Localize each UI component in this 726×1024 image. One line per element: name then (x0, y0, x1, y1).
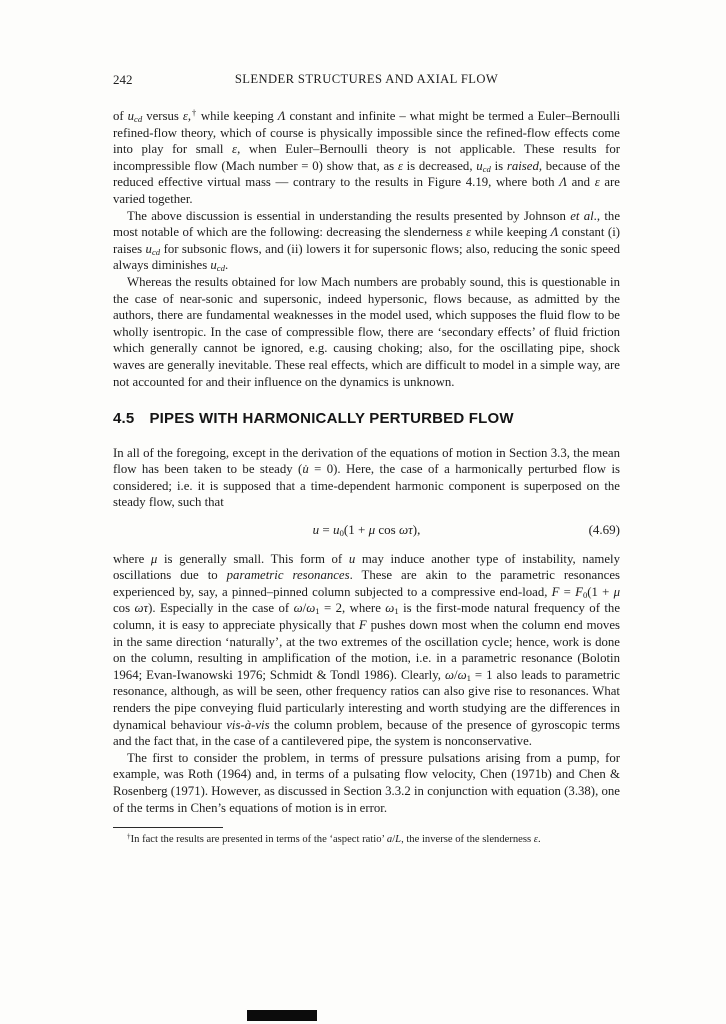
equation-row (113, 522, 620, 539)
equation-number: (4.69) (588, 522, 620, 538)
scan-artifact-bar (247, 1010, 317, 1021)
paragraph-2: The above discussion is essential in understanding the results presented by Johnson et al., the most notable of which are the following: decreasing the slenderness ε while keeping Λ constant (i) raises $u_{cd}$ for subsonic flows, and (ii) lowers it for supersonic flows; also, reducing the sonic speed always diminishes $u_{cd}$. (113, 208, 621, 274)
paragraph-1: of $u_{cd}$ versus ε,† while keeping Λ constant and infinite – what might be termed a Euler–Bernoulli refined-flow theory, which of course is physically impossible since the refined-flow effects come into play for small ε, when Euler–Bernoulli theory is not applicable. These results for incompressible flow (Mach number = 0) show that, as ε is decreased, $u_{cd}$ is raised, because of the reduced effective virtual mass — contrary to the results in Figure 4.19, where both Λ and ε are varied together. (113, 107, 620, 206)
paragraph-6: The first to consider the problem, in terms of pressure pulsations arising from a pump, for example, was Roth (1964) and, in terms of a pulsating flow velocity, Chen (1971b) and Chen & Rosenberg (1971). However, as discussed in Section 3.3.2 in conjunction with equation (3.38), one of the terms in Chen’s equations of motion is in error. (113, 750, 620, 815)
page-header (113, 72, 620, 89)
footnote-text: †In fact the results are presented in terms of the ‘aspect ratio’ a/L, the inverse of the slenderness ε. (127, 832, 541, 846)
equation-body: $u = u_0(1 + \mu$ cos ωτ), (312, 522, 421, 538)
paragraph-5: where μ is generally small. This form of u may induce another type of instability, namely oscillations due to parametric resonances. These are akin to the parametric resonances experienced by, say, a pinned–pinned column subjected to a compressive end-load, $F = F_0(1 + \mu$ cos ωτ). Especially in the case of $\omega/\omega_1 = 2$, where $\omega_1$ is the first-mode natural frequency of the column, it is easy to appreciate physically that F pushes down most when the column end moves in the same direction ‘naturally’, at the two extremes of the oscillation cycle; hence, work is done on the column, resulting in amplification of the motion, i.e. in a parametric resonance (Bolotin 1964; Evan-Iwanowski 1976; Schmidt & Tondl 1986). Clearly, $\omega/\omega_1 = 1$ also leads to parametric resonance, although, as will be seen, other frequency ratios can also give rise to resonances. What renders the pipe conveying fluid particularly interesting and worth studying are the differences in dynamical behaviour vis-à-vis the column problem, because of the presence of gyroscopic terms and the fact that, in the case of a cantilevered pipe, the system is nonconservative. (113, 551, 621, 749)
section-title: PIPES WITH HARMONICALLY PERTURBED FLOW (149, 410, 514, 428)
paragraph-4: In all of the foregoing, except in the derivation of the equations of motion in Section 3.3, the mean flow has been taken to be steady (u̇ = 0). Here, the case of a harmonically perturbed flow is considered; i.e. it is supposed that a time-dependent harmonic component is superposed on the steady flow, such that (113, 445, 620, 510)
page-number: 242 (113, 72, 133, 87)
text-column (113, 72, 620, 846)
paragraph-3: Whereas the results obtained for low Mach numbers are probably sound, this is questionable in the case of near-sonic and supersonic, indeed hypersonic, flows because, as admitted by the authors, there are fundamental weaknesses in the model used, which supposes the fluid flow to be wholly isentropic. In the case of compressible flow, there are ‘secondary effects’ of fluid friction which generally cannot be ignored, e.g. causing choking; also, for the oscillating pipe, shock waves are generally inevitable. These real effects, which are difficult to model in a simple way, are not accounted for and their influence on the dynamics is unknown. (113, 274, 620, 389)
section-heading (113, 411, 620, 428)
running-title: SLENDER STRUCTURES AND AXIAL FLOW (234, 72, 499, 86)
footnote (113, 827, 620, 846)
footnote-rule (113, 827, 223, 828)
section-number: 4.5 (113, 410, 135, 428)
body-text (113, 108, 620, 816)
